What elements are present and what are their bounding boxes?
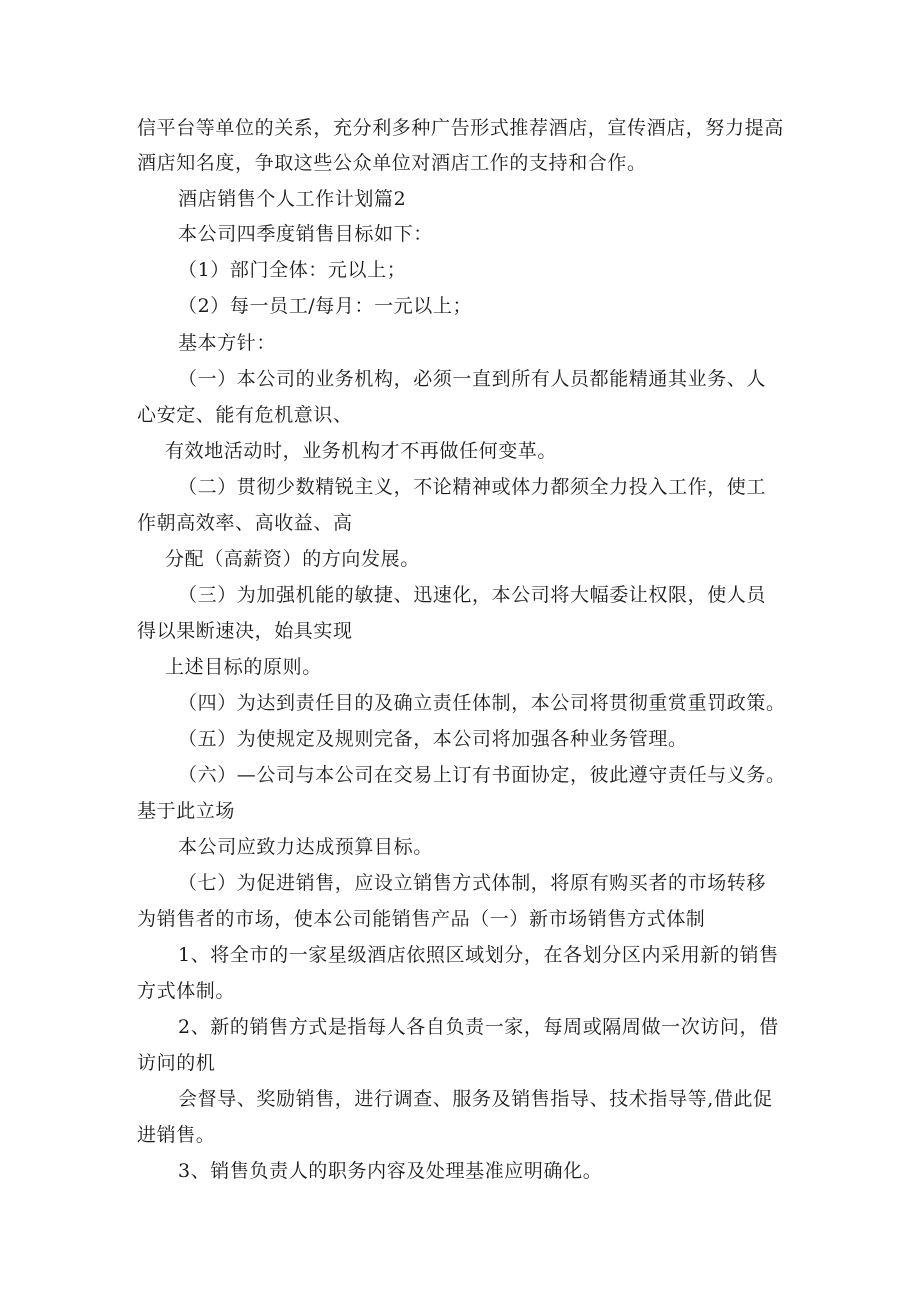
body-line: 酒店知名度，争取这些公众单位对酒店工作的支持和合作。	[137, 152, 647, 174]
body-line: 上述目标的原则。	[165, 656, 322, 678]
body-line: 有效地活动时，业务机构才不再做任何变革。	[165, 440, 558, 462]
body-line: （五）为使规定及规则完备，本公司将加强各种业务管理。	[178, 728, 688, 750]
list-item: 1、将全市的一家星级酒店依照区域划分，在各划分区内采用新的销售	[178, 944, 779, 966]
body-line: （一）本公司的业务机构，必须一直到所有人员都能精通其业务、人	[178, 368, 767, 390]
body-line: （二）贯彻少数精锐主义，不论精神或体力都须全力投入工作，使工	[178, 476, 767, 498]
body-line: 分配（高薪资）的方向发展。	[165, 548, 420, 570]
body-line: 会督导、奖励销售，进行调查、服务及销售指导、技术指导等,借此促	[178, 1088, 773, 1110]
body-line: 访问的机	[137, 1052, 216, 1074]
body-line: 为销售者的市场，使本公司能销售产品（一）新市场销售方式体制	[137, 908, 706, 930]
body-line: （七）为促进销售，应设立销售方式体制，将原有购买者的市场转移	[178, 872, 767, 894]
list-item: 2、新的销售方式是指每人各自负责一家，每周或隔周做一次访问，借	[178, 1016, 779, 1038]
list-item: （2）每一员工/每月：一元以上；	[178, 295, 473, 317]
list-item: （1）部门全体：元以上；	[178, 259, 407, 281]
body-line: 本公司应致力达成预算目标。	[178, 836, 433, 858]
body-line: 作朝高效率、高收益、高	[137, 512, 353, 534]
body-line: （三）为加强机能的敏捷、迅速化，本公司将大幅委让权限，使人员	[178, 584, 767, 606]
body-line: 得以果断速决，始具实现	[137, 620, 353, 642]
body-line: 信平台等单位的关系，充分利多种广告形式推荐酒店，宣传酒店，努力提高	[137, 117, 784, 139]
section-heading: 酒店销售个人工作计划篇2	[178, 188, 407, 210]
body-line: （六）—公司与本公司在交易上订有书面协定，彼此遵守责任与义务。	[178, 764, 786, 786]
body-line: 基本方针：	[178, 332, 277, 354]
body-line: 基于此立场	[137, 800, 236, 822]
body-line: 方式体制。	[137, 980, 236, 1002]
body-line: 心安定、能有危机意识、	[137, 404, 353, 426]
list-item: 3、销售负责人的职务内容及处理基准应明确化。	[178, 1160, 603, 1182]
body-line: （四）为达到责任目的及确立责任体制，本公司将贯彻重赏重罚政策。	[178, 692, 786, 714]
body-line: 进销售。	[137, 1124, 216, 1146]
body-line: 本公司四季度销售目标如下：	[178, 223, 433, 245]
